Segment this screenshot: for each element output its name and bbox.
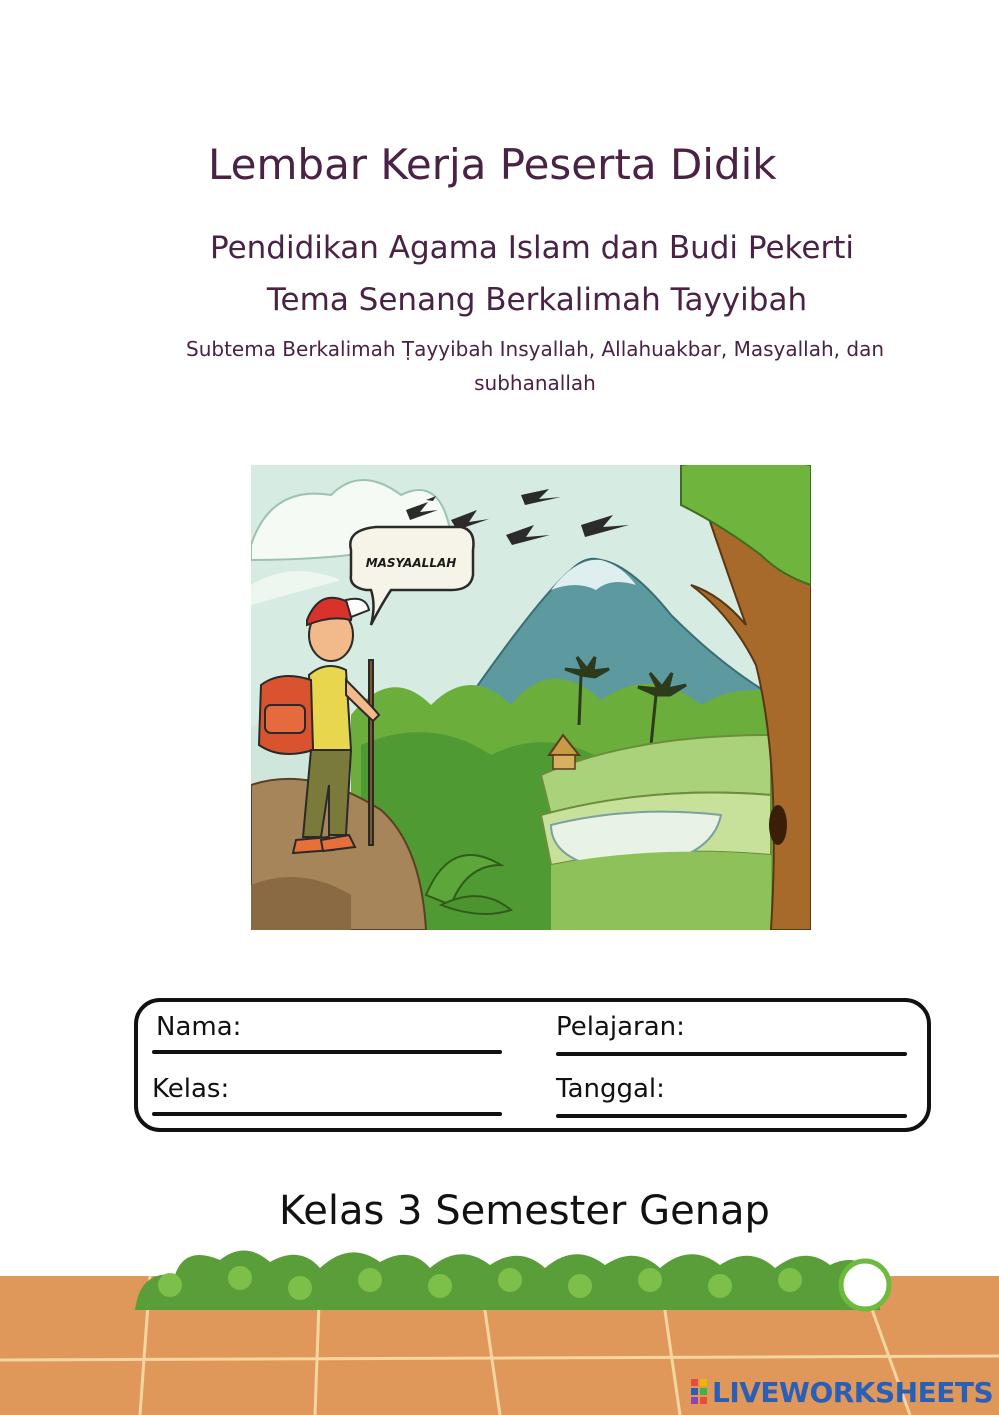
- subject-label: Pelajaran:: [556, 1012, 685, 1042]
- subject-field-line[interactable]: [556, 1052, 907, 1056]
- subject-heading: Pendidikan Agama Islam dan Budi Pekerti: [209, 230, 854, 266]
- grade-semester-heading: Kelas 3 Semester Genap: [279, 1188, 770, 1234]
- name-label: Nama:: [156, 1012, 242, 1042]
- date-field-line[interactable]: [556, 1114, 907, 1118]
- speech-bubble-text: MASYAALLAH: [365, 556, 457, 570]
- liveworksheets-logo[interactable]: [690, 1374, 993, 1410]
- brand-mark-icon: [690, 1378, 708, 1406]
- subtheme-heading: Subtema Berkalimah Ṭayyibah Insyallah, Allahuakbar, Masyallah, dan subhanallah: [186, 337, 884, 395]
- brand-name: LIVEWORKSHEETS: [712, 1375, 994, 1409]
- class-label: Kelas:: [152, 1074, 230, 1104]
- name-field-line[interactable]: [152, 1050, 502, 1054]
- theme-heading: Tema Senang Berkalimah Tayyibah: [266, 282, 808, 318]
- date-label: Tanggal:: [556, 1074, 665, 1104]
- class-field-line[interactable]: [152, 1112, 502, 1116]
- hiker-mountain-illustration: [251, 465, 811, 930]
- page-title: Lembar Kerja Peserta Didik: [208, 140, 777, 189]
